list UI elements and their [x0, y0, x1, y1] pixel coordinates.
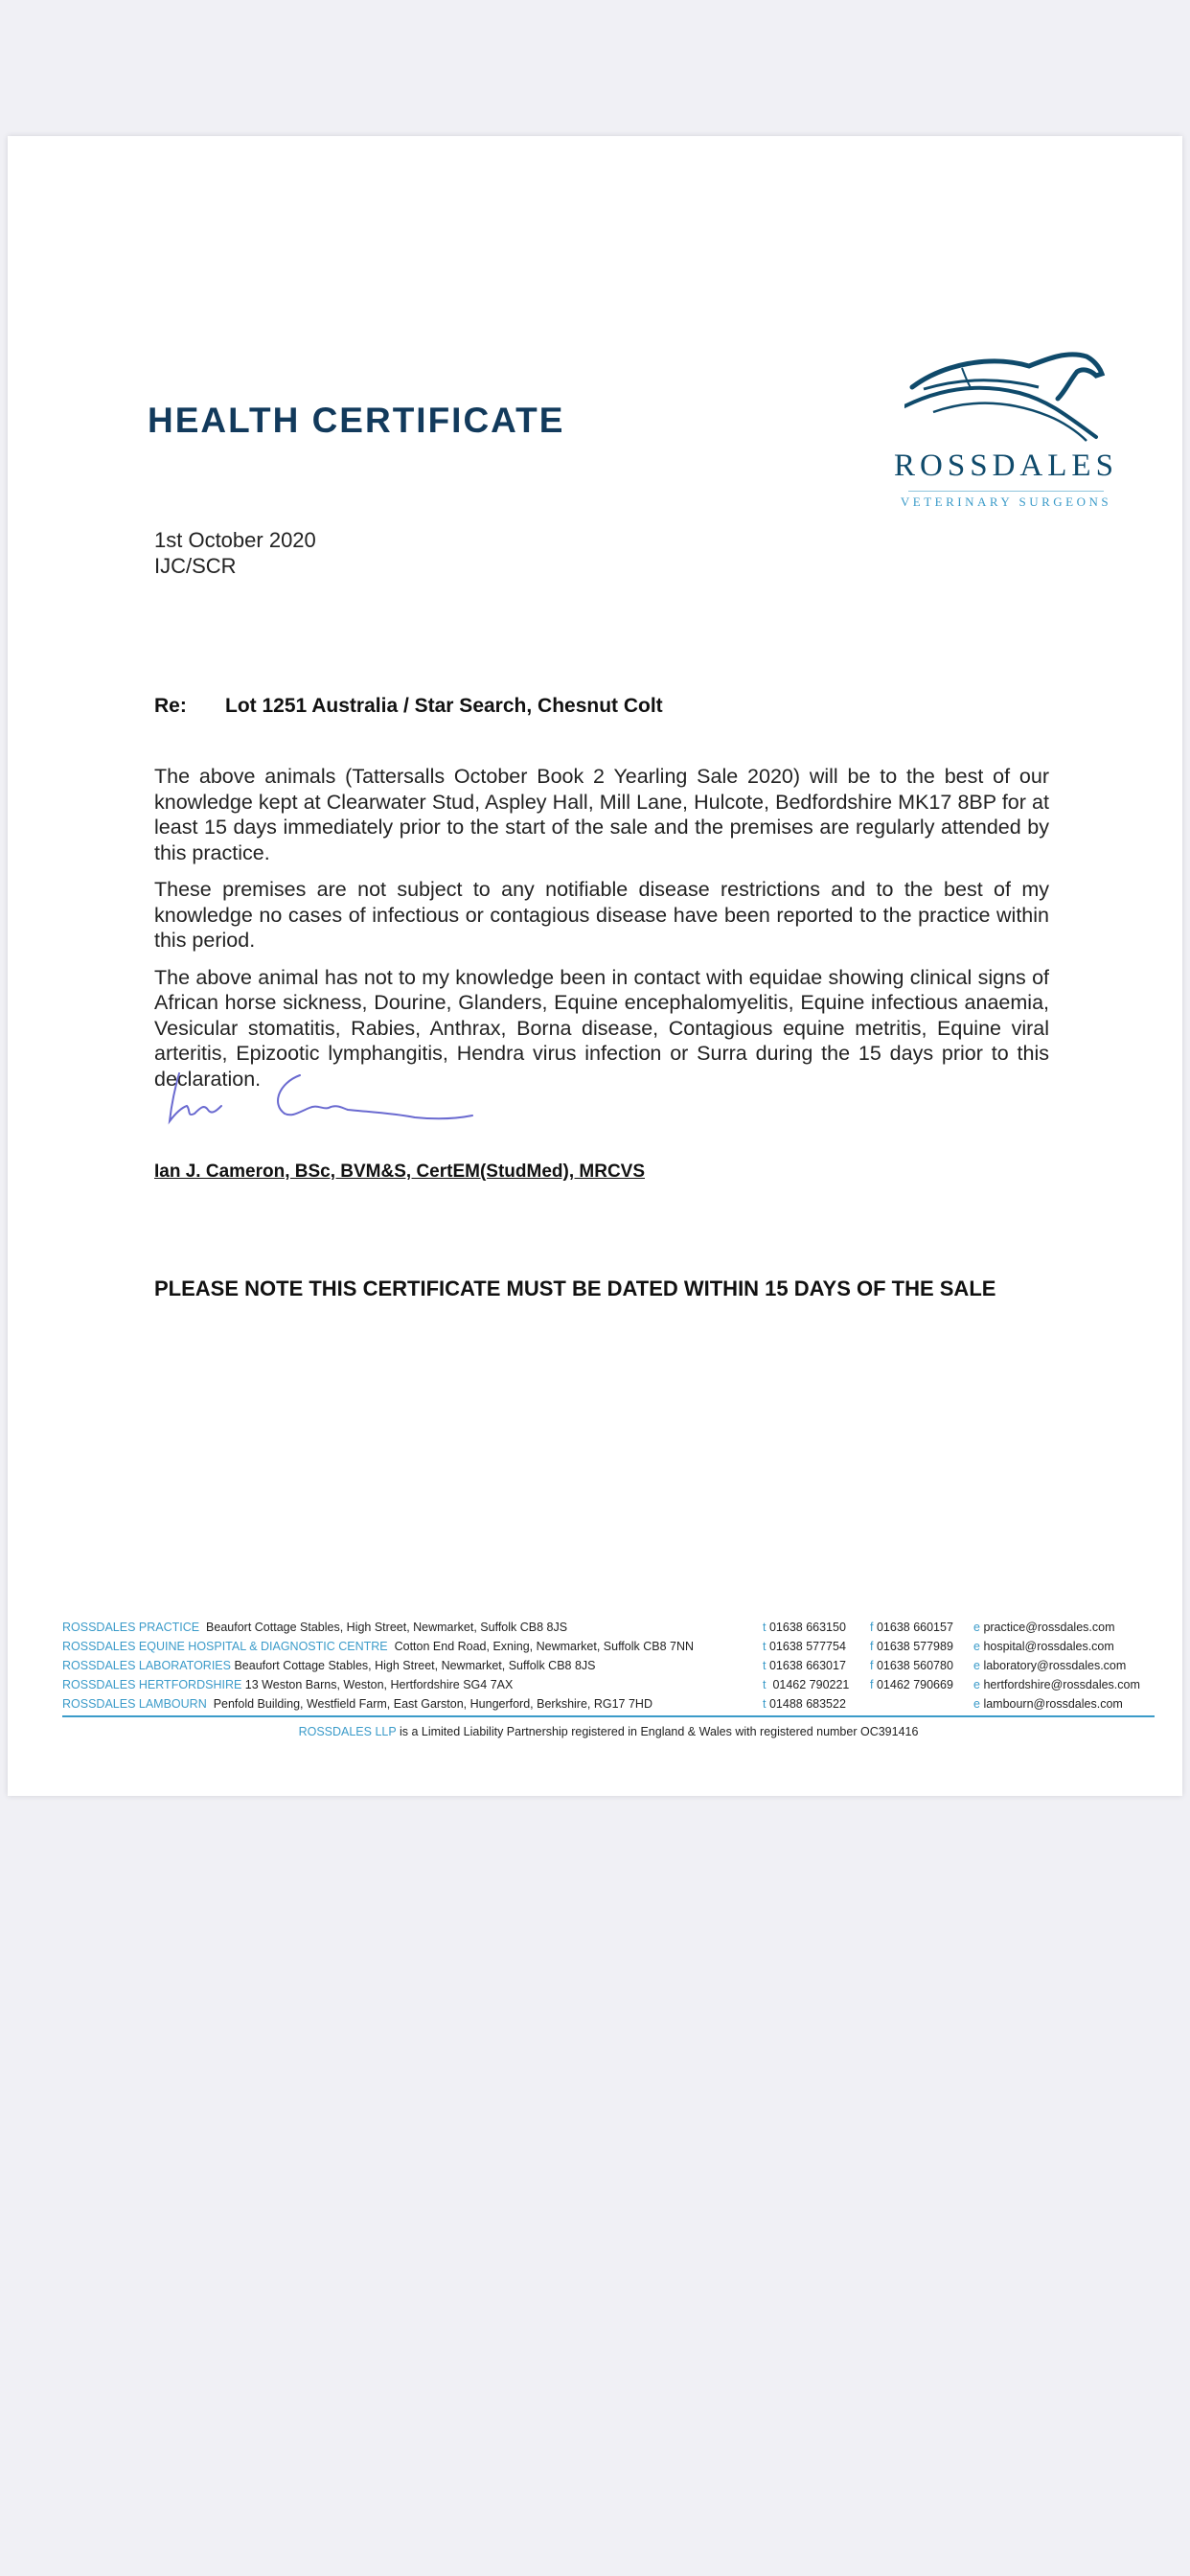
footer-fax: 01462 790669 — [876, 1678, 953, 1691]
dating-note: PLEASE NOTE THIS CERTIFICATE MUST BE DATED WITHIN 15 DAYS OF THE SALE — [154, 1276, 996, 1300]
legal-text: is a Limited Liability Partnership registered in England & Wales with registered number OC391416 — [399, 1725, 919, 1738]
subject-line — [154, 695, 663, 718]
footer-fax: 01638 560780 — [876, 1659, 953, 1672]
signer-name: Ian J. Cameron, BSc, BVM&S, CertEM(StudMed), MRCVS — [154, 1162, 646, 1182]
email-label: e — [973, 1659, 980, 1672]
subject-text: Lot 1251 Australia / Star Search, Chesnut Colt — [225, 695, 663, 717]
logo-divider — [908, 491, 1104, 492]
footer-branch-address: 13 Weston Barns, Weston, Hertfordshire SG4 7AX — [244, 1678, 514, 1691]
logo-wordmark: ROSSDALES — [894, 448, 1118, 483]
email-label: e — [973, 1621, 980, 1634]
fax-label: f — [870, 1621, 874, 1634]
footer-row — [62, 1675, 1155, 1694]
legal-notice — [62, 1725, 1155, 1738]
footer-branch-name: ROSSDALES HERTFORDSHIRE — [62, 1678, 242, 1691]
letterhead-footer — [62, 1618, 1155, 1738]
footer-tel: 01488 683522 — [768, 1697, 846, 1711]
footer-branch-address: Cotton End Road, Exning, Newmarket, Suffolk CB8 7NN — [394, 1640, 695, 1653]
footer-fax: 01638 577989 — [876, 1640, 953, 1653]
email-label: e — [973, 1678, 980, 1691]
footer-branch-address: Beaufort Cottage Stables, High Street, Newmarket, Suffolk CB8 8JS — [206, 1621, 568, 1634]
rossdales-logo — [891, 349, 1121, 521]
footer-row — [62, 1618, 1155, 1637]
footer-fax: 01638 660157 — [876, 1621, 953, 1634]
footer-email: practice@rossdales.com — [983, 1621, 1115, 1634]
email-label: e — [973, 1697, 980, 1711]
footer-row — [62, 1656, 1155, 1675]
letter-date: 1st October 2020 — [154, 528, 316, 552]
fax-label: f — [870, 1659, 874, 1672]
tel-label: t — [763, 1697, 767, 1711]
signature — [166, 1066, 482, 1138]
subject-label: Re: — [154, 695, 187, 717]
footer-email: laboratory@rossdales.com — [983, 1659, 1127, 1672]
footer-tel: 01638 663017 — [768, 1659, 846, 1672]
footer-email: hospital@rossdales.com — [983, 1640, 1114, 1653]
legal-name: ROSSDALES LLP — [298, 1725, 397, 1738]
footer-email: hertfordshire@rossdales.com — [983, 1678, 1140, 1691]
handwritten-signature-icon — [166, 1066, 482, 1133]
tel-label: t — [763, 1640, 767, 1653]
footer-branch-name: ROSSDALES LAMBOURN — [62, 1697, 207, 1711]
fax-label: f — [870, 1640, 874, 1653]
horse-logo-icon — [904, 349, 1108, 445]
certificate-page — [8, 136, 1182, 1796]
tel-label: t — [763, 1621, 767, 1634]
tel-label: t — [763, 1659, 767, 1672]
fax-label: f — [870, 1678, 874, 1691]
email-label: e — [973, 1640, 980, 1653]
logo-tagline: VETERINARY SURGEONS — [900, 494, 1112, 509]
footer-tel: 01638 577754 — [768, 1640, 846, 1653]
footer-branch-address: Penfold Building, Westfield Farm, East Garston, Hungerford, Berkshire, RG17 7HD — [213, 1697, 652, 1711]
letter-reference: IJC/SCR — [154, 554, 237, 578]
body-paragraph: The above animal has not to my knowledge been in contact with equidae showing clinical signs of African horse sickness, Dourine, Glanders, Equine encephalomyelitis, Equine infectious anaemia, Vesicular stomatitis, Rabies, Anthrax, Borna disease, Contagious equine metritis, Equine viral arteritis, Epizootic lymphangitis, Hendra virus infection or Surra during the 15 days prior to this declaration. — [154, 965, 1049, 1091]
body-paragraph: The above animals (Tattersalls October Book 2 Yearling Sale 2020) will be to the best of our knowledge kept at Clearwater Stud, Aspley Hall, Mill Lane, Hulcote, Bedfordshire MK17 8BP for at least 15 days immediately prior to the start of the sale and the premises are regularly attended by this practice. — [154, 765, 1049, 864]
letter-meta — [154, 527, 316, 579]
footer-divider — [62, 1715, 1155, 1717]
footer-row — [62, 1637, 1155, 1656]
tel-label: t — [763, 1678, 767, 1691]
footer-branch-name: ROSSDALES EQUINE HOSPITAL & DIAGNOSTIC CENTRE — [62, 1640, 388, 1653]
footer-row — [62, 1694, 1155, 1714]
footer-tel: 01462 790221 — [772, 1678, 850, 1691]
body-paragraph: These premises are not subject to any notifiable disease restrictions and to the best of my knowledge no cases of infectious or contagious disease have been reported to the practice within this period. — [154, 878, 1049, 952]
footer-tel: 01638 663150 — [768, 1621, 846, 1634]
footer-email: lambourn@rossdales.com — [983, 1697, 1123, 1711]
footer-branch-name: ROSSDALES LABORATORIES — [62, 1659, 231, 1672]
footer-branch-address: Beaufort Cottage Stables, High Street, Newmarket, Suffolk CB8 8JS — [234, 1659, 596, 1672]
footer-branch-name: ROSSDALES PRACTICE — [62, 1621, 200, 1634]
certificate-body — [154, 764, 1049, 1103]
page-title: HEALTH CERTIFICATE — [148, 401, 565, 440]
